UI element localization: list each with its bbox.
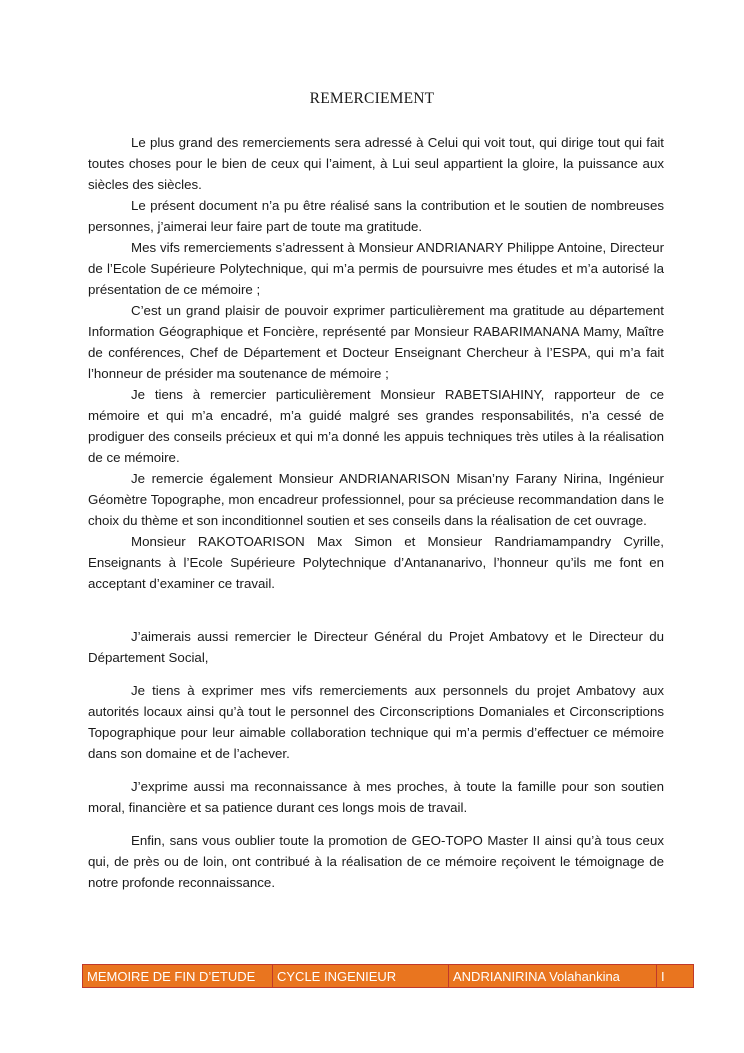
footer-page-number: I <box>657 965 693 987</box>
paragraph: J’exprime aussi ma reconnaissance à mes proches, à toute la famille pour son soutien moral, financière et sa patience durant ces longs mois de travail. <box>88 779 664 815</box>
page-footer <box>82 964 694 988</box>
acknowledgements-block-2 <box>88 626 664 905</box>
paragraph: Mes vifs remerciements s’adressent à Monsieur ANDRIANARY Philippe Antoine, Directeur de l’Ecole Supérieure Polytechnique, qui m’a permis de poursuivre mes études et m’a autorisé la présentation de ce mémoire ; <box>88 240 664 297</box>
paragraph: J’aimerais aussi remercier le Directeur Général du Projet Ambatovy et le Directeur du Département Social, <box>88 629 664 665</box>
paragraph: Le présent document n’a pu être réalisé sans la contribution et le soutien de nombreuses personnes, j’aimerai leur faire part de toute ma gratitude. <box>88 198 664 234</box>
paragraph: Je tiens à exprimer mes vifs remerciements aux personnels du projet Ambatovy aux autorités locaux ainsi qu’à tout le personnel des Circonscriptions Domaniales et Circonscriptions Topographique pour leur aimable collaboration technique qui m’a permis d’effectuer ce mémoire dans son domaine et de l’achever. <box>88 683 664 761</box>
page-title: REMERCIEMENT <box>309 90 435 107</box>
paragraph: Monsieur RAKOTOARISON Max Simon et Monsieur Randriamampandry Cyrille, Enseignants à l’Ecole Supérieure Polytechnique d’Antananarivo, l’honneur qu’ils me font en acceptant d’examiner ce travail. <box>88 534 664 591</box>
acknowledgements-block-1 <box>88 132 664 594</box>
paragraph: C’est un grand plaisir de pouvoir exprimer particulièrement ma gratitude au département Information Géographique et Foncière, représenté par Monsieur RABARIMANANA Mamy, Maître de conférences, Chef de Département et Docteur Enseignant Chercheur à l’ESPA, qui m’a fait l’honneur de présider ma soutenance de mémoire ; <box>88 303 664 381</box>
footer-memoire-label: MEMOIRE DE FIN D’ETUDE <box>83 965 273 987</box>
footer-cycle-label: CYCLE INGENIEUR <box>273 965 449 987</box>
paragraph: Je remercie également Monsieur ANDRIANARISON Misan’ny Farany Nirina, Ingénieur Géomètre Topographe, mon encadreur professionnel, pour sa précieuse recommandation dans le choix du thème et son inconditionnel soutien et ses conseils dans la réalisation de cet ouvrage. <box>88 471 664 528</box>
paragraph: Le plus grand des remerciements sera adressé à Celui qui voit tout, qui dirige tout qui fait toutes choses pour le bien de ceux qui l’aiment, à Lui seul appartient la gloire, la puissance aux siècles des siècles. <box>88 135 664 192</box>
paragraph: Je tiens à remercier particulièrement Monsieur RABETSIAHINY, rapporteur de ce mémoire et qui m’a encadré, m’a guidé malgré ses grandes responsabilités, n’a cessé de prodiguer des conseils précieux et qui m’a donné les appuis techniques très utiles à la réalisation de ce mémoire. <box>88 387 664 465</box>
paragraph: Enfin, sans vous oublier toute la promotion de GEO-TOPO Master II ainsi qu’à tous ceux qui, de près ou de loin, ont contribué à la réalisation de ce mémoire reçoivent le témoignage de notre profonde reconnaissance. <box>88 833 664 890</box>
footer-author-label: ANDRIANIRINA Volahankina <box>449 965 657 987</box>
